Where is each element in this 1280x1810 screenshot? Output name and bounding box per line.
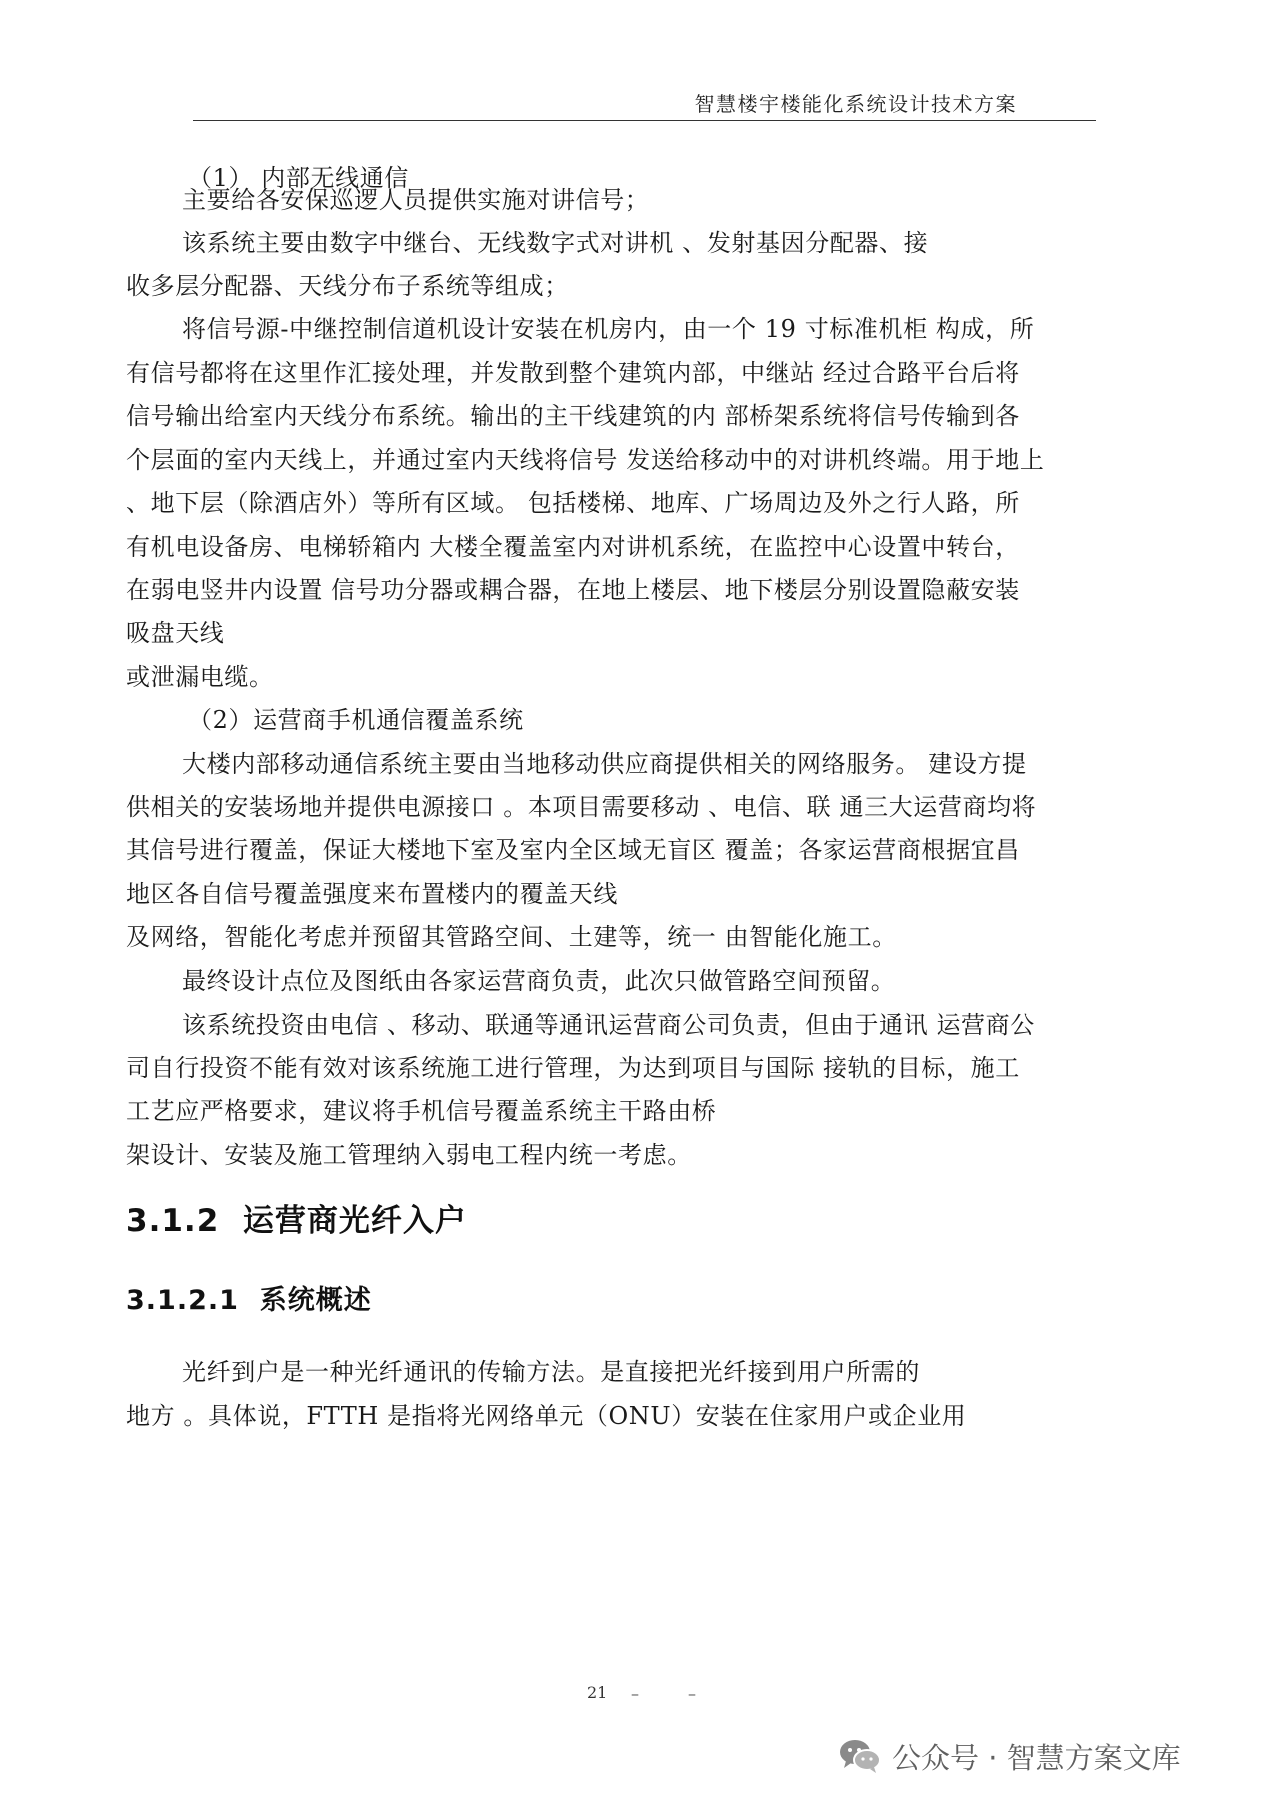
- subsection-heading: 3.1.2.1 系统概述: [126, 1285, 372, 1316]
- watermark: [838, 1732, 1258, 1780]
- paragraph-line: 个层面的室内天线上，并通过室内天线将信号 发送给移动中的对讲机终端。用于地上: [126, 446, 1045, 474]
- subsection-title: （2）运营商手机通信覆盖系统: [188, 706, 524, 734]
- paragraph-line: 收多层分配器、天线分布子系统等组成；: [126, 272, 569, 300]
- footer-dash: –: [688, 1684, 696, 1703]
- paragraph-line: 供相关的安装场地并提供电源接口 。本项目需要移动 、电信、联 通三大运营商均将: [126, 793, 1037, 821]
- paragraph-line: 该系统投资由电信 、移动、联通等通讯运营商公司负责，但由于通讯 运营商公: [182, 1011, 1035, 1039]
- paragraph-line: 主要给各安保巡逻人员提供实施对讲信号；: [182, 186, 650, 214]
- paragraph-line: 有机电设备房、电梯轿箱内 大楼全覆盖室内对讲机系统，在监控中心设置中转台，: [126, 533, 1020, 561]
- header-title: 智慧楼宇楼能化系统设计技术方案: [694, 92, 1017, 116]
- paragraph-line: 在弱电竖井内设置 信号功分器或耦合器，在地上楼层、地下楼层分别设置隐蔽安装: [126, 576, 1020, 604]
- paragraph-line: 该系统主要由数字中继台、无线数字式对讲机 、发射基因分配器、接: [182, 229, 929, 257]
- paragraph-line: 信号输出给室内天线分布系统。输出的主干线建筑的内 部桥架系统将信号传输到各: [126, 402, 1020, 430]
- paragraph-line: 吸盘天线: [126, 619, 225, 647]
- paragraph-line: 将信号源-中继控制信道机设计安装在机房内，由一个 19 寸标准机柜 构成，所: [182, 315, 1035, 343]
- paragraph-line: 光纤到户是一种光纤通讯的传输方法。是直接把光纤接到用户所需的: [182, 1358, 920, 1386]
- header-divider: [193, 120, 1096, 121]
- footer-dash: –: [631, 1684, 639, 1703]
- paragraph-line: 其信号进行覆盖，保证大楼地下室及室内全区域无盲区 覆盖；各家运营商根据宜昌: [126, 836, 1020, 864]
- subsection-title: （1） 内部无线通信: [188, 164, 409, 192]
- section-heading: 3.1.2 运营商光纤入户: [126, 1203, 467, 1239]
- page-number: 21: [587, 1683, 608, 1702]
- wechat-icon: [838, 1736, 882, 1776]
- paragraph-line: 大楼内部移动通信系统主要由当地移动供应商提供相关的网络服务。 建设方提: [182, 750, 1027, 778]
- paragraph-line: 及网络，智能化考虑并预留其管路空间、土建等，统一 由智能化施工。: [126, 923, 897, 951]
- paragraph-line: 架设计、安装及施工管理纳入弱电工程内统一考虑。: [126, 1141, 692, 1169]
- paragraph-line: 或泄漏电缆。: [126, 663, 274, 691]
- paragraph-line: 、地下层（除酒店外）等所有区域。 包括楼梯、地库、广场周边及外之行人路，所: [126, 489, 1020, 517]
- watermark-text: 公众号 · 智慧方案文库: [892, 1740, 1181, 1775]
- paragraph-line: 最终设计点位及图纸由各家运营商负责，此次只做管路空间预留。: [182, 967, 896, 995]
- paragraph-line: 地区各自信号覆盖强度来布置楼内的覆盖天线: [126, 880, 618, 908]
- paragraph-line: 有信号都将在这里作汇接处理，并发散到整个建筑内部，中继站 经过合路平台后将: [126, 359, 1020, 387]
- paragraph-line: 司自行投资不能有效对该系统施工进行管理，为达到项目与国际 接轨的目标，施工: [126, 1054, 1020, 1082]
- paragraph-line: 地方 。具体说，FTTH 是指将光网络单元（ONU）安装在住家用户或企业用: [126, 1402, 967, 1430]
- paragraph-line: 工艺应严格要求，建议将手机信号覆盖系统主干路由桥: [126, 1097, 717, 1125]
